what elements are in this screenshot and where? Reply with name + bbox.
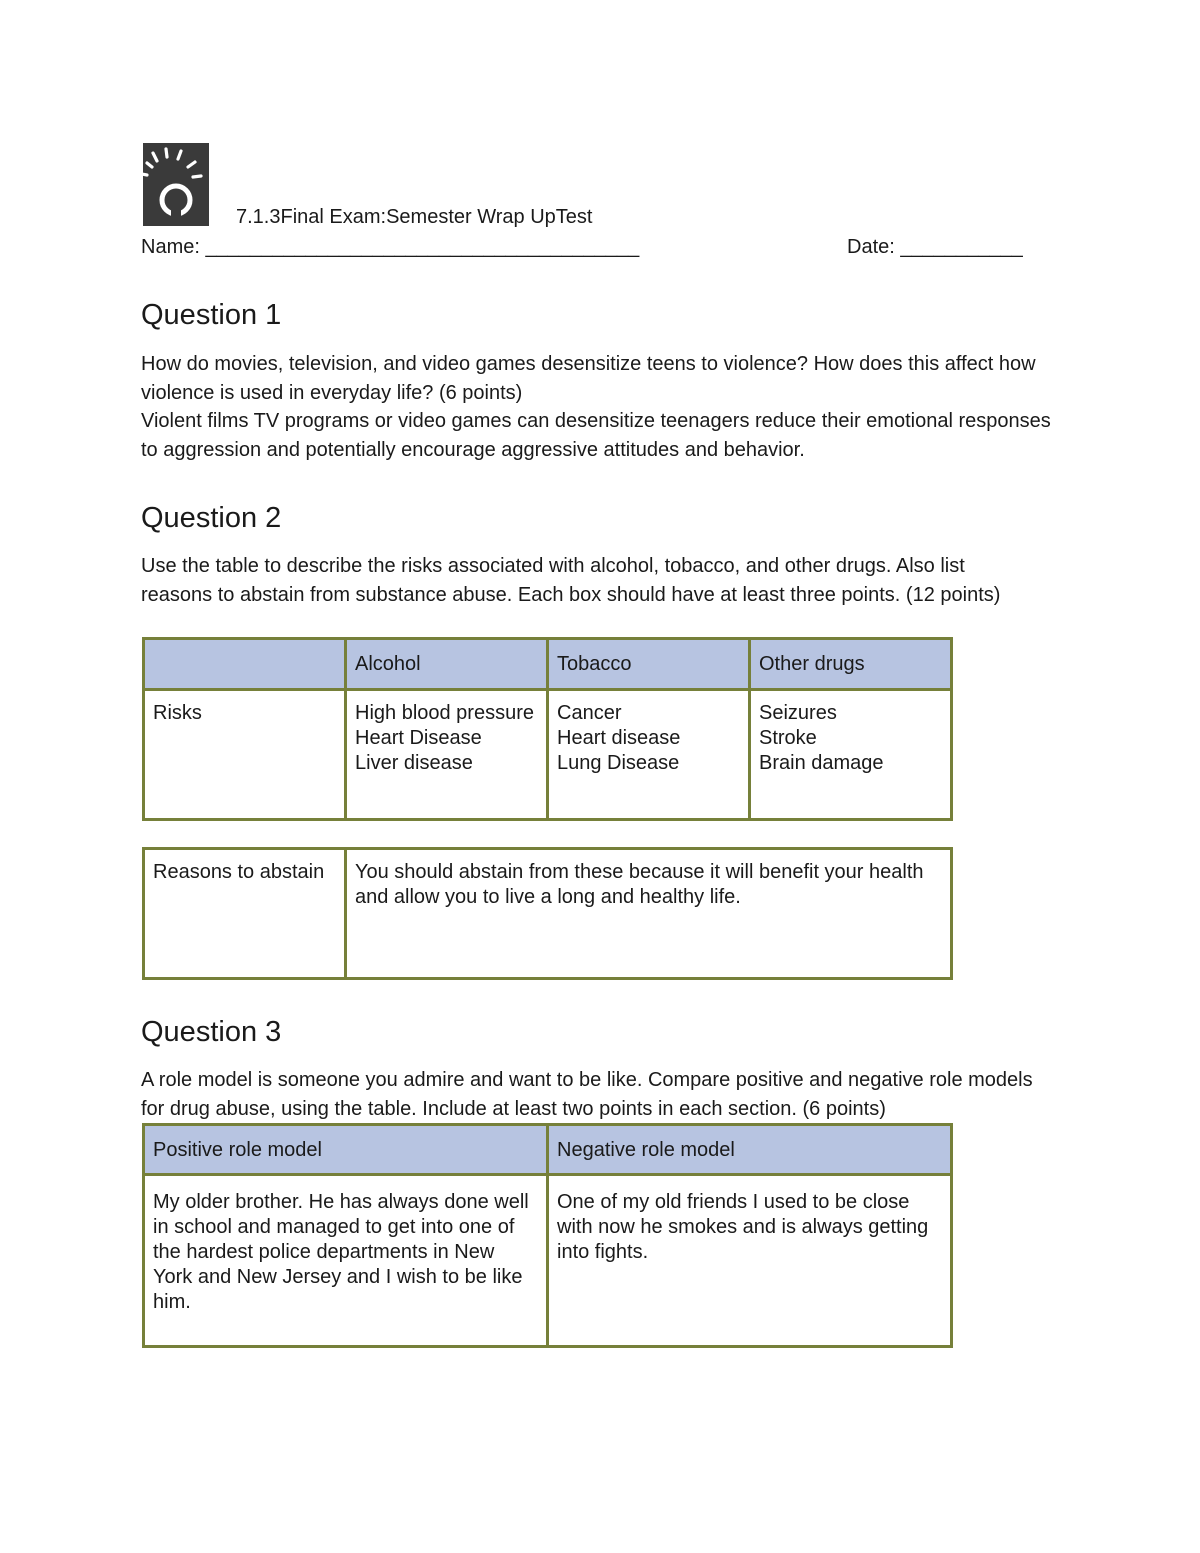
role-model-table	[142, 1123, 953, 1348]
risks-table-header-row	[144, 639, 952, 690]
sun-burst-logo-icon	[143, 143, 209, 226]
role-model-header-row	[144, 1125, 952, 1175]
alcohol-risk-item: Liver disease	[355, 752, 473, 774]
question-1-prompt: How do movies, television, and video games desensitize teens to violence? How does this affect how violence is used in everyday life? (6 points)	[141, 353, 1036, 404]
risks-row	[144, 690, 952, 820]
risks-table-corner-cell	[144, 639, 346, 690]
tobacco-risk-item: Cancer	[557, 702, 622, 724]
reasons-cell: You should abstain from these because it will benefit your health and allow you to live a long and healthy life.	[346, 849, 952, 979]
risks-table	[142, 637, 953, 821]
question-3-prompt: A role model is someone you admire and want to be like. Compare positive and negative role models for drug abuse, using the table. Include at least two points in each section. (6 points)	[141, 1069, 1033, 1120]
question-3-heading: Question 3	[141, 1016, 282, 1048]
alcohol-risk-item: Heart Disease	[355, 727, 482, 749]
date-field[interactable]: Date: ___________	[847, 236, 1023, 258]
document-title: 7.1.3Final Exam:Semester Wrap UpTest	[236, 206, 593, 228]
alcohol-risks-cell	[346, 690, 548, 820]
reasons-row	[144, 849, 952, 979]
positive-role-model-cell: My older brother. He has always done well in school and managed to get into one of the hardest police departments in New York and New Jersey and I wish to be like him.	[144, 1175, 548, 1347]
column-header-positive-role-model: Positive role model	[144, 1125, 548, 1175]
tobacco-risk-item: Lung Disease	[557, 752, 680, 774]
tobacco-risk-item: Heart disease	[557, 727, 681, 749]
question-2-heading: Question 2	[141, 502, 282, 534]
tobacco-risks-cell	[548, 690, 750, 820]
question-1-answer: Violent films TV programs or video games can desensitize teenagers reduce their emotional responses to aggression and potentially encourage aggressive attitudes and behavior.	[141, 410, 1051, 461]
reasons-table	[142, 847, 953, 980]
other-drugs-risk-item: Stroke	[759, 727, 817, 749]
other-drugs-risk-item: Brain damage	[759, 752, 884, 774]
alcohol-risk-item: High blood pressure	[355, 702, 534, 724]
role-model-row	[144, 1175, 952, 1347]
column-header-negative-role-model: Negative role model	[548, 1125, 952, 1175]
column-header-other-drugs: Other drugs	[750, 639, 952, 690]
other-drugs-risk-item: Seizures	[759, 702, 837, 724]
question-1-heading: Question 1	[141, 299, 282, 331]
negative-role-model-cell: One of my old friends I used to be close with now he smokes and is always getting into fights.	[548, 1175, 952, 1347]
other-drugs-risks-cell	[750, 690, 952, 820]
name-field[interactable]: Name: _______________________________________	[141, 236, 640, 258]
reasons-row-label: Reasons to abstain	[144, 849, 346, 979]
column-header-tobacco: Tobacco	[548, 639, 750, 690]
column-header-alcohol: Alcohol	[346, 639, 548, 690]
risks-row-label: Risks	[144, 690, 346, 820]
question-2-prompt: Use the table to describe the risks associated with alcohol, tobacco, and other drugs. Also list reasons to abstain from substance abuse. Each box should have at least three points. (12 points)	[141, 555, 1001, 606]
